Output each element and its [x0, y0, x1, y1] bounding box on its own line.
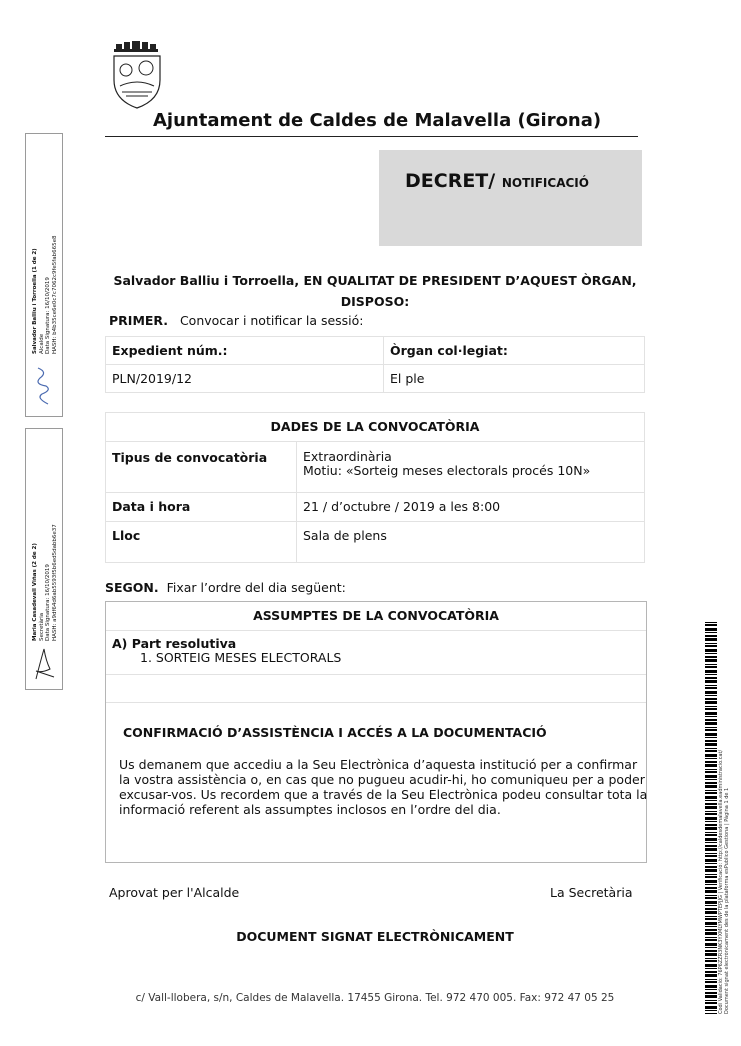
signer-line: Salvador Balliu i Torroella, EN QUALITAT DE PRESIDENT D’AQUEST ÒRGAN,	[113, 273, 637, 288]
primer-label: PRIMER.	[109, 313, 169, 328]
convocation-motive: Motiu: «Sorteig meses electorals procés 10N»	[303, 463, 591, 478]
decree-title-small: NOTIFICACIÓ	[501, 176, 589, 190]
barcode-caption-line: Document signat electrònicament des de la plataforma esPublico Gestiona | Pàgina 1 de 1	[724, 787, 730, 1014]
place-value: Sala de plens	[297, 522, 645, 563]
signature-stamp-mayor	[25, 133, 63, 417]
decree-title	[405, 170, 589, 192]
expedient-number: PLN/2019/12	[106, 365, 384, 393]
assumptes-title: ASSUMPTES DE LA CONVOCATÒRIA	[106, 602, 646, 631]
barcode-caption	[718, 749, 738, 1015]
stamp-text: Salvador Balliu i Torroella (1 de 2) Alcalde Data Signatura: 16/10/2019 HASH: b4b35ce6e0c7c7062c9fe5fab665e8	[32, 235, 58, 354]
organ-value: El ple	[384, 365, 645, 393]
footer-address: c/ Vall-llobera, s/n, Caldes de Malavella. 17455 Girona. Tel. 972 470 005. Fax: 972 47 05 25	[135, 992, 615, 1004]
convocatoria-table	[105, 412, 645, 563]
table-row	[106, 413, 645, 442]
date-time-value: 21 / d’octubre / 2019 a les 8:00	[297, 493, 645, 522]
page-title: Ajuntament de Caldes de Malavella (Girona)	[153, 110, 602, 131]
coat-of-arms-logo	[106, 38, 168, 110]
handwritten-signature-icon	[30, 643, 58, 683]
primer-section	[109, 313, 364, 328]
expedient-header: Expedient núm.:	[106, 337, 384, 365]
assumptes-box	[105, 601, 647, 863]
signer-statement	[105, 270, 645, 312]
table-row	[106, 365, 645, 393]
header-divider	[105, 136, 638, 137]
table-row	[106, 337, 645, 365]
row-key: Tipus de convocatòria	[106, 442, 297, 493]
primer-text: Convocar i notificar la sessió:	[179, 313, 364, 328]
handwritten-signature-icon	[30, 364, 58, 408]
barcode-icon	[705, 622, 717, 1014]
segon-label: SEGON.	[105, 580, 159, 595]
agenda-item: 1. SORTEIG MESES ELECTORALS	[140, 650, 342, 665]
segon-text: Fixar l’ordre del dia següent:	[166, 580, 346, 595]
organ-header: Òrgan col·legiat:	[384, 337, 645, 365]
part-resolutiva	[106, 631, 646, 665]
barcode-caption-line: Codi Validació: 76P6ZZR3NK3YXMLYMWPTEPJJG | Verificació: http://caldesdemalavella.eadministracio.cat/	[718, 749, 724, 1014]
table-row	[106, 493, 645, 522]
expedient-table	[105, 336, 645, 393]
convocatoria-title: DADES DE LA CONVOCATÒRIA	[106, 413, 645, 442]
table-row	[106, 522, 645, 563]
secretary-label: La Secretària	[550, 885, 633, 900]
stamp-text: Maria Casadevall Viñas (2 de 2) Secretària Data Signatura: 16/10/2019 HASH: a9df64d6ab5593f5b6ed5dabb6e37	[32, 524, 58, 641]
decree-box	[379, 150, 642, 246]
table-row	[106, 442, 645, 493]
confirm-text: Us demanem que accediu a la Seu Electrònica d’aquesta institució per a confirmar la vostra assistència o, en cas que no pugueu acudir-hi, ho comuniqueu per a poder excusar-vos. Us recordem que a través de la Seu Electrònica podeu consultar tota la informació referent als assumptes inclosos en l’ordre del dia.	[119, 757, 648, 817]
row-key: Data i hora	[106, 493, 297, 522]
decree-title-main: DECRET/	[405, 170, 496, 192]
confirm-title: CONFIRMACIÓ D’ASSISTÈNCIA I ACCÉS A LA DOCUMENTACIÓ	[123, 725, 547, 740]
row-divider	[106, 674, 646, 675]
signed-electronically: DOCUMENT SIGNAT ELECTRÒNICAMENT	[236, 929, 514, 944]
row-value	[297, 442, 645, 493]
row-key: Lloc	[106, 522, 297, 563]
segon-section	[105, 580, 346, 595]
approved-by: Aprovat per l'Alcalde	[109, 885, 240, 900]
row-divider	[106, 702, 646, 703]
convocation-type: Extraordinària	[303, 449, 392, 464]
dispose-line: DISPOSO:	[340, 294, 410, 309]
signature-stamp-secretary	[25, 428, 63, 690]
part-title: A) Part resolutiva	[112, 636, 237, 651]
